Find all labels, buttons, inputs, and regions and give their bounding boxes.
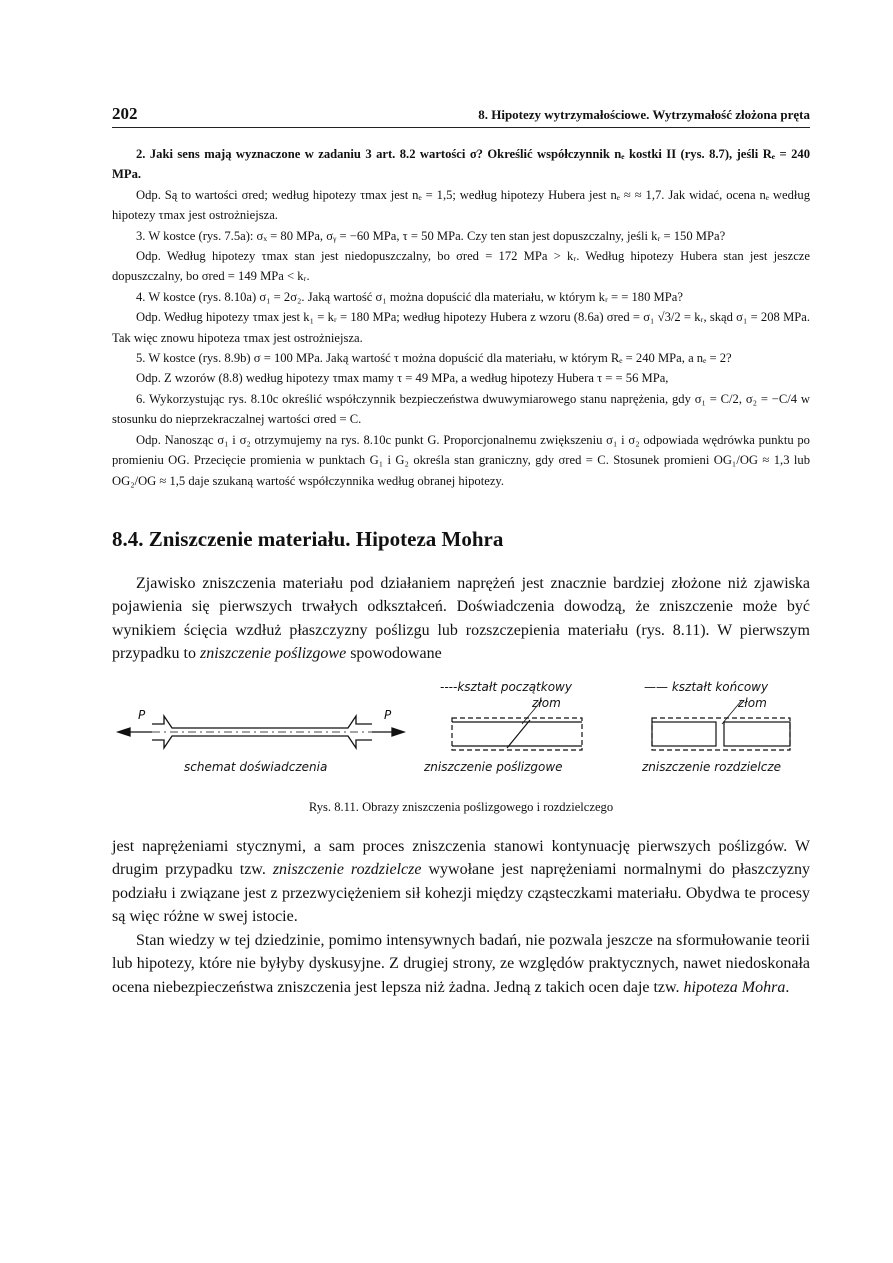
fracture-diagram xyxy=(112,680,810,792)
label-test-scheme: schemat doświadczenia xyxy=(184,759,328,774)
body-text-continued xyxy=(112,835,810,1000)
exercise-answer: Odp. Według hipotezy τmax jest k₁ = kᵣ = 180 MPa; według hipotezy Hubera z wzoru (8.6a) σred = σ₁ √3/2 = kᵣ, skąd σ₁ = 208 MPa. Tak więc znowu hipoteza τmax jest ostrożniejsza. xyxy=(112,310,811,345)
paragraph: Stan wiedzy w tej dziedzinie, pomimo intensywnych badań, nie pozwala jeszcze na sformułowanie teorii lub hipotezy, które nie byłyby dyskusyjne. Z drugiej strony, ze względów praktycznych, nawet niedoskonała ocena niebezpieczeństwa zniszczenia jest lepsza niż żadna. Jedną z takich ocen daje tzw. hipoteza Mohra. xyxy=(112,931,810,996)
exercise-question: 5. W kostce (rys. 8.9b) σ = 100 MPa. Jaką wartość τ można dopuścić dla materiału, w którym Rₑ = 240 MPa, a nₑ = 2? xyxy=(136,351,732,366)
legend-final-shape: —— kształt końcowy xyxy=(644,679,769,694)
figure-8-11 xyxy=(112,680,810,792)
figure-caption: Rys. 8.11. Obrazy zniszczenia poślizgowego i rozdzielczego xyxy=(308,799,614,814)
running-title: 8. Hipotezy wytrzymałościowe. Wytrzymałość złożona pręta xyxy=(478,107,810,122)
label-slip-failure: zniszczenie poślizgowe xyxy=(424,759,563,774)
page xyxy=(112,104,810,999)
force-label-right: P xyxy=(384,707,392,722)
label-split-failure: zniszczenie rozdzielcze xyxy=(642,759,782,774)
exercise-answer: Odp. Z wzorów (8.8) według hipotezy τmax mamy τ = 49 MPa, a według hipotezy Hubera τ = = 56 MPa, xyxy=(136,371,669,386)
fracture-label-split: złom xyxy=(738,695,767,710)
body-text xyxy=(112,572,810,666)
exercise-list xyxy=(112,144,810,491)
page-number: 202 xyxy=(112,104,138,123)
split-failure-sketch xyxy=(652,700,790,750)
page-header xyxy=(112,104,810,128)
legend-initial-shape: ----kształt początkowy xyxy=(440,679,572,694)
fracture-label-slip: złom xyxy=(532,695,561,710)
paragraph: Zjawisko zniszczenia materiału pod działaniem naprężeń jest znacznie bardziej złożone niż zjawiska pojawienia się pierwszych trwałych odkształceń. Doświadczenia dowodzą, że zniszczenie może być wynikiem ścięcia wzdłuż płaszczyzny poślizgu lub rozszczepienia materiału (rys. 8.11). W pierwszym przypadku to zniszczenie poślizgowe spowodowane xyxy=(112,574,810,663)
exercise-question: 4. W kostce (rys. 8.10a) σ₁ = 2σ₂. Jaką wartość σ₁ można dopuścić dla materiału, w którym kᵣ = = 180 MPa? xyxy=(136,289,683,304)
slip-failure-sketch xyxy=(452,700,582,750)
force-label-left: P xyxy=(138,707,146,722)
exercise-answer: Odp. Są to wartości σred; według hipotezy τmax jest nₑ = 1,5; według hipotezy Hubera jest nₑ ≈ ≈ 1,7. Jak widać, ocena nₑ według hipotezy τmax jest ostrożniejsza. xyxy=(112,187,810,223)
exercise-answer: Odp. Według hipotezy τmax stan jest niedopuszczalny, bo σred = 172 MPa > kᵣ. Według hipotezy Hubera stan jest jeszcze dopuszczalny, bo σred = 149 MPa < kᵣ. xyxy=(112,249,810,284)
exercise-question: 2. Jaki sens mają wyznaczone w zadaniu 3 art. 8.2 wartości σ? Określić współczynnik nₑ kostki II (rys. 8.7), jeśli Rₑ = 240 MPa. xyxy=(112,147,810,182)
exercise-answer: Odp. Nanosząc σ₁ i σ₂ otrzymujemy na rys. 8.10c punkt G. Proporcjonalnemu zwiększeniu σ₁ i σ₂ odpowiada wędrówka punktu po promieniu OG. Przecięcie promienia w punktach G₁ i G₂ określa stan graniczny, gdy σred = C. Stosunek promieni OG₁/OG ≈ 1,3 lub OG₂/OG ≈ 1,5 daje szukaną wartość współczynnika według obranej hipotezy. xyxy=(112,432,810,488)
exercise-question: 3. W kostce (rys. 7.5a): σₓ = 80 MPa, σᵧ = −60 MPa, τ = 50 MPa. Czy ten stan jest dopuszczalny, jeśli kᵣ = 150 MPa? xyxy=(136,228,726,243)
paragraph: jest naprężeniami stycznymi, a sam proces zniszczenia stanowi kontynuację pierwszych poślizgów. W drugim przypadku tzw. zniszczenie rozdzielcze wywołane jest naprężeniami normalnymi do płaszczyzny podziału i związane jest z przezwyciężeniem sił kohezji między cząsteczkami materiału. Obydwa te procesy są więc różne w swej istocie. xyxy=(112,837,811,926)
section-title: 8.4. Zniszczenie materiału. Hipoteza Mohra xyxy=(112,526,504,551)
exercise-question: 6. Wykorzystując rys. 8.10c określić współczynnik bezpieczeństwa dwuwymiarowego stanu naprężenia, gdy σ₁ = C/2, σ₂ = −C/4 w stosunku do nieprzekraczalnej wartości σred = C. xyxy=(112,391,810,427)
specimen-scheme xyxy=(118,716,404,748)
